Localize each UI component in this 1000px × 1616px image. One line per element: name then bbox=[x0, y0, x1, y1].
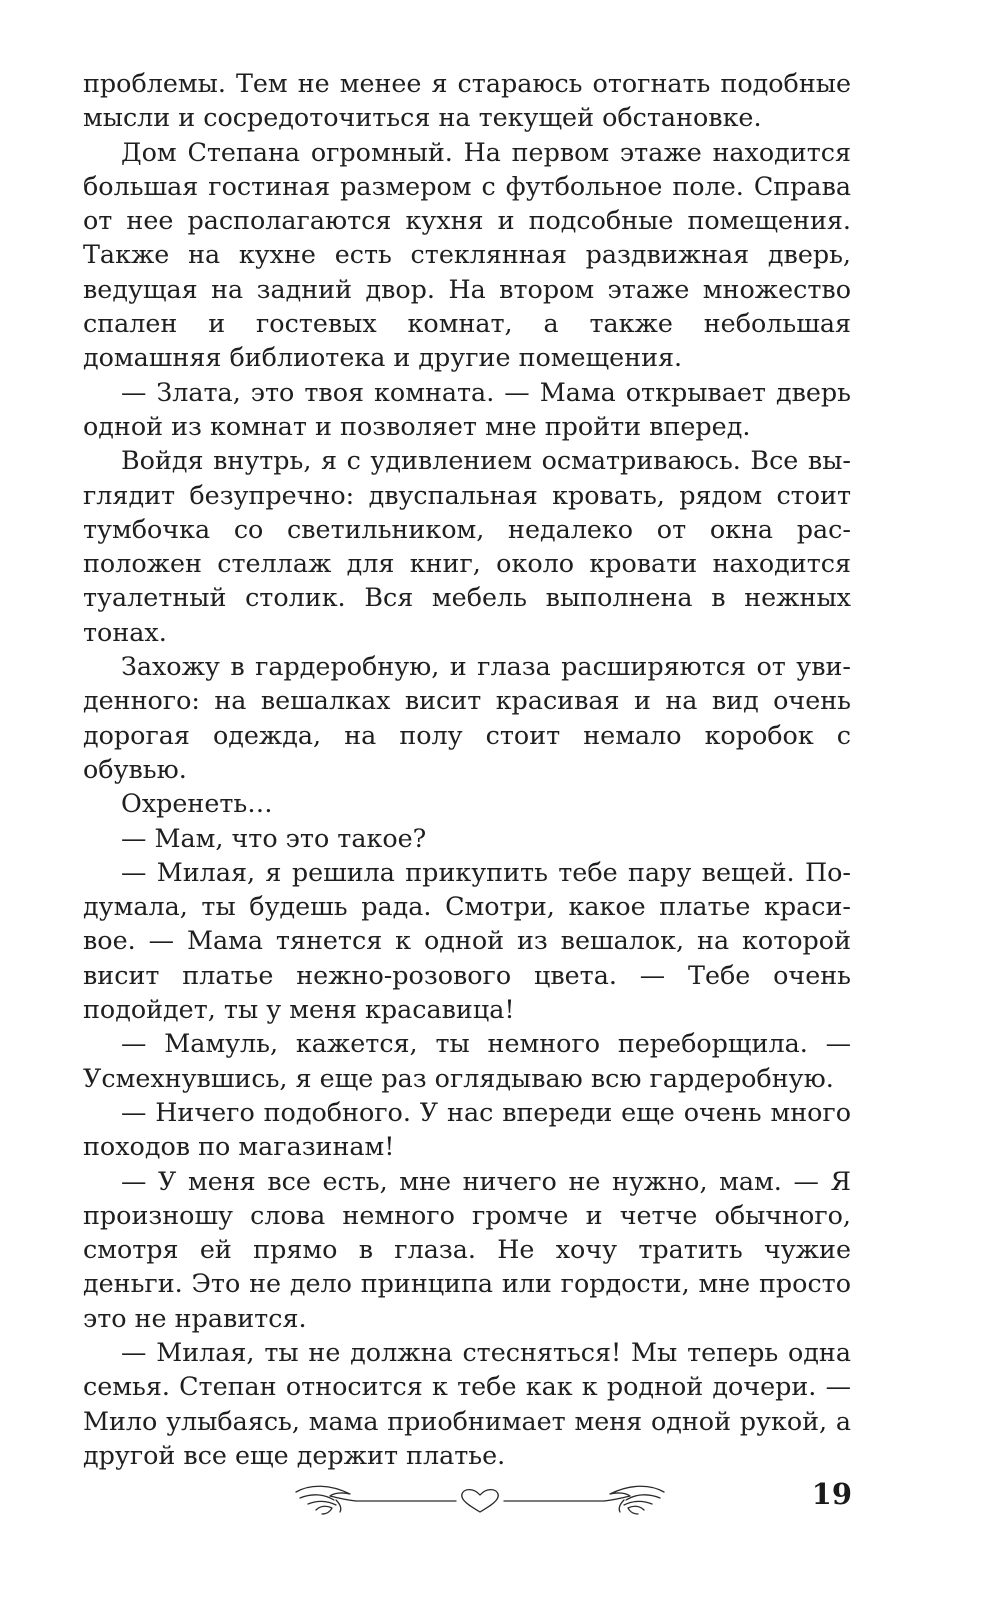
paragraph: — Милая, я решила прикупить тебе пару вещей. Подумала, ты будешь рада. Смотри, какое платье красивое. — Мама тянется к одной из вешалок, на которой висит платье нежно-розового цвета. — Тебе очень подойдет, ты у меня красавица! bbox=[83, 856, 851, 1025]
paragraph: Войдя внутрь, я с удивлением осматриваюсь. Все выглядит безупречно: двуспальная кровать, рядом стоит тумбочка со светильником, недалеко от окна расположен стеллаж для книг, около кровати находится туалетный столик. Вся мебель выполнена в нежных тонах. bbox=[83, 445, 851, 647]
wings-and-heart-divider-icon bbox=[290, 1476, 670, 1524]
page-number: 19 bbox=[811, 1477, 852, 1511]
paragraph: — Мамуль, кажется, ты немного переборщила. — Усмехнувшись, я еще раз оглядываю всю гардеробную. bbox=[83, 1028, 851, 1093]
paragraph: — Ничего подобного. У нас впереди еще очень много походов по магазинам! bbox=[83, 1096, 851, 1162]
paragraph: — Злата, это твоя комната. — Мама открывает дверь одной из комнат и позволяет мне пройти вперед. bbox=[83, 376, 851, 441]
paragraph: — Милая, ты не должна стесняться! Мы теперь одна семья. Степан относится к тебе как к родной дочери. — Мило улыбаясь, мама приобнимает меня одной рукой, а другой все еще держит платье. bbox=[83, 1336, 851, 1470]
paragraph: проблемы. Тем не менее я стараюсь отогнать подобные мысли и сосредоточиться на текущей обстановке. bbox=[83, 68, 851, 133]
paragraph: — Мам, что это такое? bbox=[121, 822, 427, 853]
paragraph: Охренеть… bbox=[121, 788, 273, 819]
paragraph: Дом Степана огромный. На первом этаже находится большая гостиная размером с футбольное поле. Справа от нее располагаются кухня и подсобные помещения. Также на кухне есть стеклянная раздвижная дверь, ведущая на задний двор. На втором этаже множество спален и гостевых комнат, а также небольшая домашняя библиотека и другие помещения. bbox=[83, 136, 851, 373]
paragraph: — У меня все есть, мне ничего не нужно, мам. — Я произношу слова немного громче и четче обычного, смотря ей прямо в глаза. Не хочу тратить чужие деньги. Это не дело принципа или гордости, мне просто это не нравится. bbox=[83, 1165, 851, 1333]
paragraph: Захожу в гардеробную, и глаза расширяются от увиденного: на вешалках висит красивая и на вид очень дорогая одежда, на полу стоит немало коробок с обувью. bbox=[83, 651, 851, 784]
body-text bbox=[83, 66, 851, 1472]
